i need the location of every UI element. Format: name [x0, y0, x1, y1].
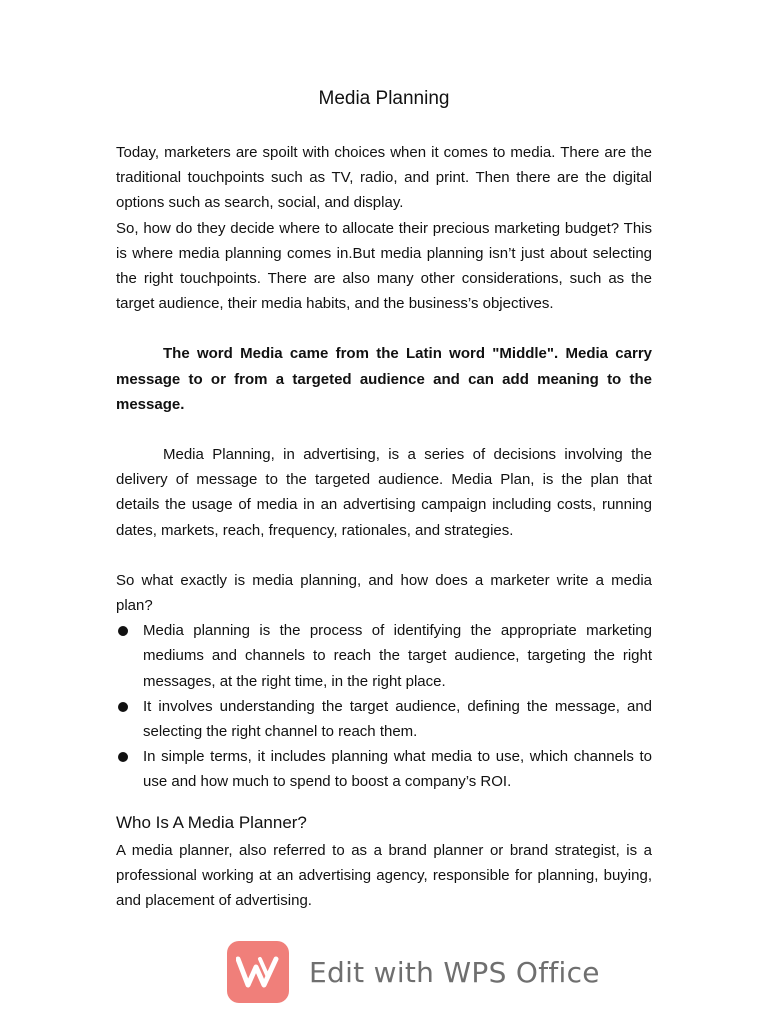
- list-item: [116, 694, 652, 744]
- bullet-dot-icon: [118, 626, 128, 636]
- wps-office-logo-icon: [227, 941, 289, 1003]
- media-planning-definition-paragraph: Media Planning, in advertising, is a series of decisions involving the delivery of message to the targeted audience. Media Plan, is the plan that details the usage of media in an advertising campaign including costs, running dates, markets, reach, frequency, rationales, and strategies.: [116, 446, 652, 539]
- question-paragraph: So, how do they decide where to allocate their precious marketing budget? This is where media planning comes in.But media planning isn’t just about selecting the right touchpoints. There are also many other considerations, such as the target audience, their media habits, and the business’s objectives.: [116, 219, 652, 313]
- media-definition-paragraph: The word Media came from the Latin word "Middle". Media carry message to or from a targeted audience and can add meaning to the message.: [116, 345, 652, 413]
- list-item: [116, 618, 652, 694]
- list-item-text: It involves understanding the target audience, defining the message, and selecting the right channel to reach them.: [143, 697, 652, 741]
- intro-paragraph: Today, marketers are spoilt with choices when it comes to media. There are the traditional touchpoints such as TV, radio, and print. Then there are the digital options such as search, social, and display.: [116, 144, 652, 212]
- spacer: [116, 543, 652, 568]
- section-heading: Who Is A Media Planner?: [116, 812, 307, 832]
- page-title: Media Planning: [318, 88, 450, 109]
- bullet-dot-icon: [118, 702, 128, 712]
- list-item: [116, 744, 652, 794]
- wps-edit-label: Edit with WPS Office: [309, 955, 600, 989]
- list-item-text: In simple terms, it includes planning what media to use, which channels to use and how much to spend to boost a company’s ROI.: [143, 748, 652, 791]
- wps-edit-watermark[interactable]: [227, 941, 600, 1003]
- media-planner-paragraph: A media planner, also referred to as a brand planner or brand strategist, is a professional working at an advertising agency, responsible for planning, buying, and placement of advertising.: [116, 841, 652, 910]
- bullet-list: [116, 618, 652, 794]
- what-is-media-planning-paragraph: So what exactly is media planning, and how does a marketer write a media plan?: [116, 571, 652, 615]
- list-item-text: Media planning is the process of identifying the appropriate marketing mediums and channels to reach the target audience, targeting the right messages, at the right time, in the right place.: [143, 622, 652, 690]
- wps-w-glyph-icon: [236, 955, 280, 989]
- bullet-dot-icon: [118, 752, 128, 762]
- spacer: [116, 316, 652, 341]
- spacer: [116, 417, 652, 442]
- document-body: [116, 85, 652, 913]
